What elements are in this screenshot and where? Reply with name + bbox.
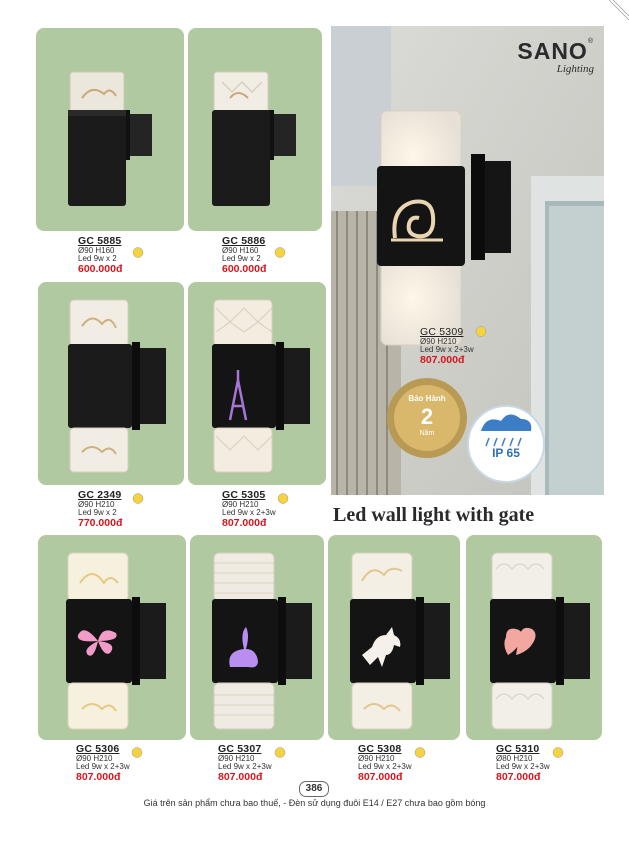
product-info-gc5885	[78, 236, 122, 275]
product-price: 770.000đ	[78, 516, 123, 529]
page-headline: Led wall light with gate	[333, 504, 535, 526]
lamp-gc5306-image	[54, 549, 176, 733]
led-badge-icon	[273, 247, 287, 258]
product-card-gc2349	[38, 282, 184, 485]
warranty-unit: Năm	[419, 430, 435, 437]
product-size: Ø90 H210	[358, 754, 395, 764]
brand-logo	[517, 38, 594, 75]
led-badge-icon	[273, 747, 287, 758]
product-price: 600.000đ	[78, 262, 123, 275]
lamp-gc5886-image	[200, 58, 310, 208]
product-code: GC 2349	[78, 489, 122, 501]
product-size: Ø90 H210	[76, 754, 113, 764]
product-info-gc5309	[420, 327, 474, 366]
product-code: GC 5308	[358, 743, 402, 755]
product-led: Led 9w x 2	[78, 254, 117, 264]
product-size: Ø80 H210	[496, 754, 533, 764]
product-code: GC 5306	[76, 743, 120, 755]
led-badge-icon	[131, 493, 145, 504]
hero-scene-image	[331, 26, 604, 495]
hero-photo	[331, 26, 604, 495]
product-info-gc2349	[78, 490, 122, 529]
brand-name: SANO®	[517, 38, 594, 64]
product-led: Led 9w x 2+3w	[358, 762, 412, 772]
product-card-gc5306	[38, 535, 186, 740]
page-number: 386	[299, 781, 329, 797]
product-card-gc5308	[328, 535, 460, 740]
lamp-gc5885-image	[56, 58, 166, 208]
corner-mark-icon	[609, 0, 629, 20]
product-led: Led 9w x 2+3w	[222, 508, 276, 518]
product-card-gc5310	[466, 535, 602, 740]
warranty-label: Bảo Hành	[408, 394, 446, 403]
lamp-gc5310-image	[478, 549, 600, 733]
led-badge-icon	[413, 747, 427, 758]
ip-rating-label: IP 65	[492, 446, 520, 460]
product-size: Ø90 H210	[218, 754, 255, 764]
product-led: Led 9w x 2+3w	[420, 345, 474, 355]
product-size: Ø90 H160	[222, 246, 259, 256]
product-price: 807.000đ	[222, 516, 267, 529]
product-code: GC 5307	[218, 743, 262, 755]
lamp-gc5305-image	[200, 296, 320, 478]
product-price: 807.000đ	[420, 353, 465, 366]
product-card-gc5307	[190, 535, 324, 740]
product-led: Led 9w x 2	[78, 508, 117, 518]
product-price: 807.000đ	[496, 770, 541, 783]
warranty-years: 2	[420, 404, 434, 429]
led-badge-icon	[474, 326, 488, 337]
product-code: GC 5885	[78, 235, 122, 247]
product-size: Ø90 H210	[78, 500, 115, 510]
led-badge-icon	[131, 247, 145, 258]
warranty-seal	[387, 378, 467, 458]
product-price: 600.000đ	[222, 262, 267, 275]
lamp-gc5308-image	[338, 549, 460, 733]
product-led: Led 9w x 2	[222, 254, 261, 264]
led-badge-icon	[551, 747, 565, 758]
lamp-gc5307-image	[200, 549, 322, 733]
product-info-gc5306	[76, 744, 130, 783]
lamp-gc2349-image	[56, 296, 176, 478]
led-badge-icon	[130, 747, 144, 758]
product-code: GC 5305	[222, 489, 266, 501]
brand-subtitle: Lighting	[556, 63, 594, 75]
product-price: 807.000đ	[76, 770, 121, 783]
product-price: 807.000đ	[358, 770, 403, 783]
product-led: Led 9w x 2+3w	[76, 762, 130, 772]
led-badge-icon	[276, 493, 290, 504]
product-size: Ø90 H160	[78, 246, 115, 256]
product-info-gc5305	[222, 490, 276, 529]
product-card-gc5885	[36, 28, 184, 231]
product-code: GC 5886	[222, 235, 266, 247]
product-info-gc5310	[496, 744, 550, 783]
product-size: Ø90 H210	[222, 500, 259, 510]
product-info-gc5307	[218, 744, 272, 783]
product-info-gc5308	[358, 744, 412, 783]
product-code: GC 5310	[496, 743, 540, 755]
registered-mark: ®	[587, 38, 594, 45]
product-price: 807.000đ	[218, 770, 263, 783]
product-size: Ø90 H210	[420, 337, 457, 347]
product-code: GC 5309	[420, 326, 464, 338]
product-card-gc5305	[188, 282, 326, 485]
product-card-gc5886	[188, 28, 322, 231]
product-led: Led 9w x 2+3w	[218, 762, 272, 772]
product-info-gc5886	[222, 236, 266, 275]
product-led: Led 9w x 2+3w	[496, 762, 550, 772]
price-footnote: Giá trên sản phẩm chưa bao thuế, - Đèn sử dụng đuôi E14 / E27 chưa bao gồm bóng	[143, 798, 486, 808]
